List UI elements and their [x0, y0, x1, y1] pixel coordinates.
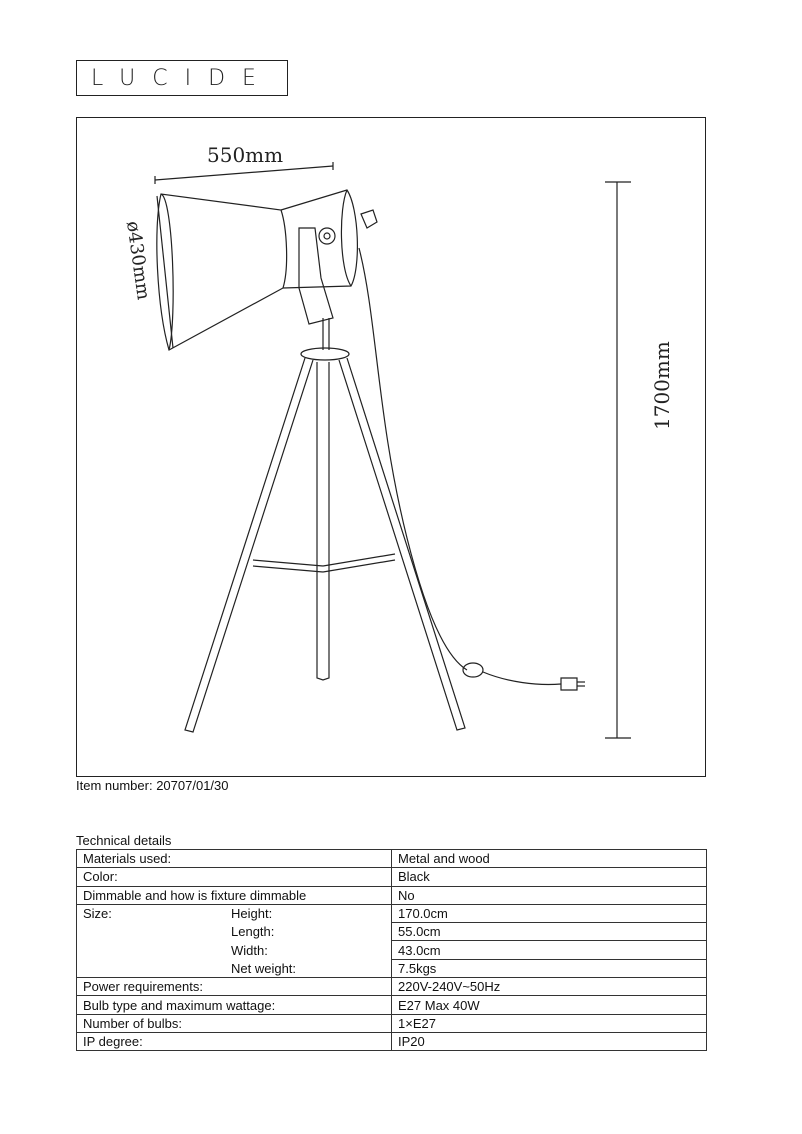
spec-value: 220V-240V~50Hz: [392, 978, 707, 996]
lamp-shade: [157, 194, 287, 350]
table-row: [77, 850, 707, 868]
spec-label-width: [77, 941, 392, 959]
table-row: [77, 886, 707, 904]
spec-label: Number of bulbs:: [77, 1014, 392, 1032]
logo-text: LUCIDE: [91, 65, 273, 91]
spec-label: IP degree:: [77, 1032, 392, 1050]
table-row: [77, 868, 707, 886]
tripod-leg-right: [339, 358, 465, 730]
spec-value: Black: [392, 868, 707, 886]
tripod-leg-left: [185, 358, 313, 732]
length-dimension-label: 550mm: [207, 143, 284, 167]
spec-value: 43.0cm: [392, 941, 707, 959]
table-row: [77, 941, 707, 959]
spec-value: No: [392, 886, 707, 904]
spec-value: 55.0cm: [392, 923, 707, 941]
spec-label-net-weight: [77, 959, 392, 977]
height-label: Height:: [231, 906, 273, 922]
tripod-leg-center: [317, 362, 329, 680]
product-drawing: [76, 117, 706, 777]
spec-label: Dimmable and how is fixture dimmable: [77, 886, 392, 904]
length-label: Length:: [231, 924, 275, 940]
table-row: [77, 904, 707, 922]
net-weight-label: Net weight:: [231, 960, 297, 976]
technical-details-title: Technical details: [76, 833, 172, 848]
diameter-dimension-line: [157, 196, 173, 348]
spec-label: Bulb type and maximum wattage:: [77, 996, 392, 1014]
table-row: [77, 923, 707, 941]
technical-details-table: [76, 849, 707, 1051]
table-row: [77, 996, 707, 1014]
table-row: [77, 959, 707, 977]
spec-label: Materials used:: [77, 850, 392, 868]
tripod-lamp-illustration: [77, 118, 707, 778]
spec-value: 170.0cm: [392, 904, 707, 922]
diameter-dimension-label: ø430mm: [122, 219, 154, 302]
width-label: Width:: [231, 942, 268, 958]
spec-label: Power requirements:: [77, 978, 392, 996]
spec-value: 1×E27: [392, 1014, 707, 1032]
table-row: [77, 978, 707, 996]
spec-label-size: [77, 904, 392, 922]
item-number: Item number: 20707/01/30: [76, 778, 229, 793]
spec-label-length: [77, 923, 392, 941]
length-dimension-line: [155, 166, 333, 180]
lamp-bracket: [299, 228, 333, 324]
spec-value: E27 Max 40W: [392, 996, 707, 1014]
height-dimension-label: 1700mm: [650, 341, 674, 430]
tripod-head: [301, 348, 349, 360]
brand-logo: [76, 60, 288, 96]
spec-value: IP20: [392, 1032, 707, 1050]
power-plug: [561, 678, 577, 690]
table-row: [77, 1014, 707, 1032]
spec-value: Metal and wood: [392, 850, 707, 868]
power-cable: [359, 248, 467, 670]
spec-label: Color:: [77, 868, 392, 886]
size-label: Size:: [83, 906, 112, 922]
spec-value: 7.5kgs: [392, 959, 707, 977]
table-row: [77, 1032, 707, 1050]
